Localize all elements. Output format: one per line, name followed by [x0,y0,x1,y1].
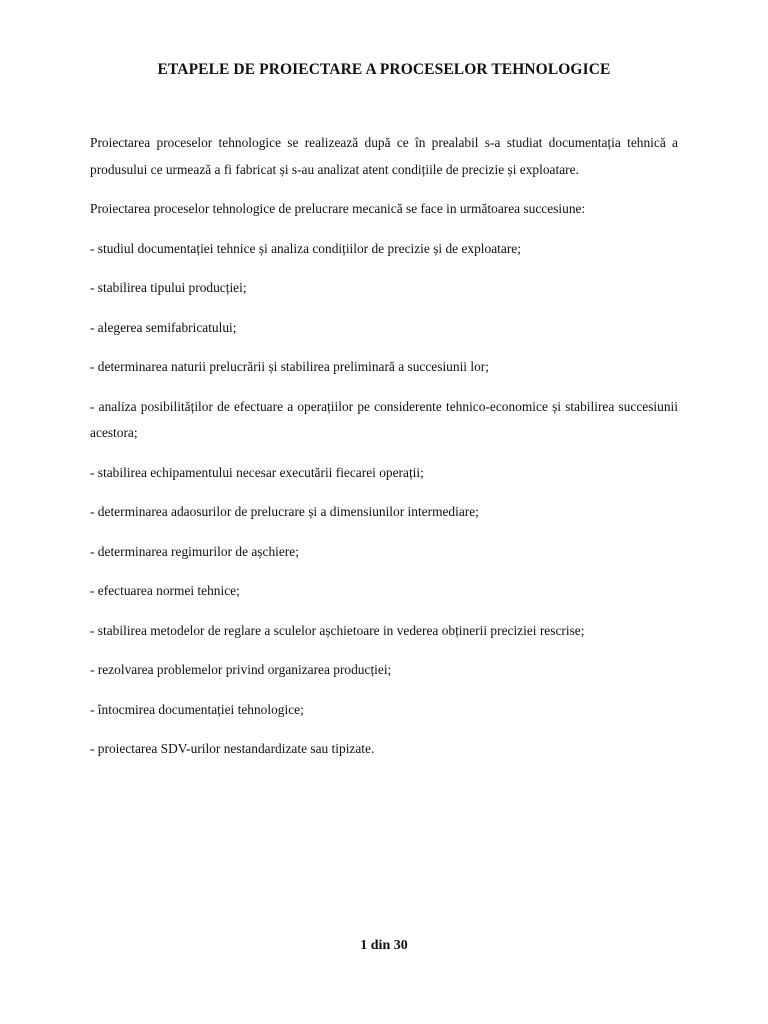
steps-list [90,236,678,763]
intro-paragraph: Proiectarea proceselor tehnologice se realizează după ce în prealabil s-a studiat documentația tehnică a produsului ce urmează a fi fabricat și s-au analizat atent condițiile de precizie și exploatare. [90,135,678,177]
document-title: ETAPELE DE PROIECTARE A PROCESELOR TEHNOLOGICE [157,61,611,78]
list-item: - analiza posibilităților de efectuare a operațiilor pe considerente tehnico-economice și stabilirea succesiunii acestora; [90,398,678,440]
succession-paragraph: Proiectarea proceselor tehnologice de prelucrare mecanică se face in următoarea succesiune: [90,201,586,216]
list-item: - stabilirea echipamentului necesar executării fiecarei operații; [90,464,424,480]
list-item: - efectuarea normei tehnice; [90,583,240,598]
list-item: - stabilirea metodelor de reglare a sculelor așchietoare in vederea obținerii preciziei rescrise; [90,622,585,638]
list-item: - alegerea semifabricatului; [90,319,237,335]
list-item: - determinarea naturii prelucrării și stabilirea preliminară a succesiunii lor; [90,359,489,374]
list-item: - stabilirea tipului producției; [90,280,247,295]
list-item: - determinarea adaosurilor de prelucrare și a dimensiunilor intermediare; [90,504,479,519]
list-item: - întocmirea documentației tehnologice; [90,701,304,717]
list-item: - rezolvarea problemelor privind organizarea producției; [90,662,392,677]
list-item: - proiectarea SDV-urilor nestandardizate sau tipizate. [90,741,375,756]
page-number: 1 din 30 [360,938,408,953]
list-item: - studiul documentației tehnice și analiza condițiilor de precizie și de exploatare; [90,240,521,256]
document-body [90,130,678,776]
list-item: - determinarea regimurilor de așchiere; [90,543,299,559]
